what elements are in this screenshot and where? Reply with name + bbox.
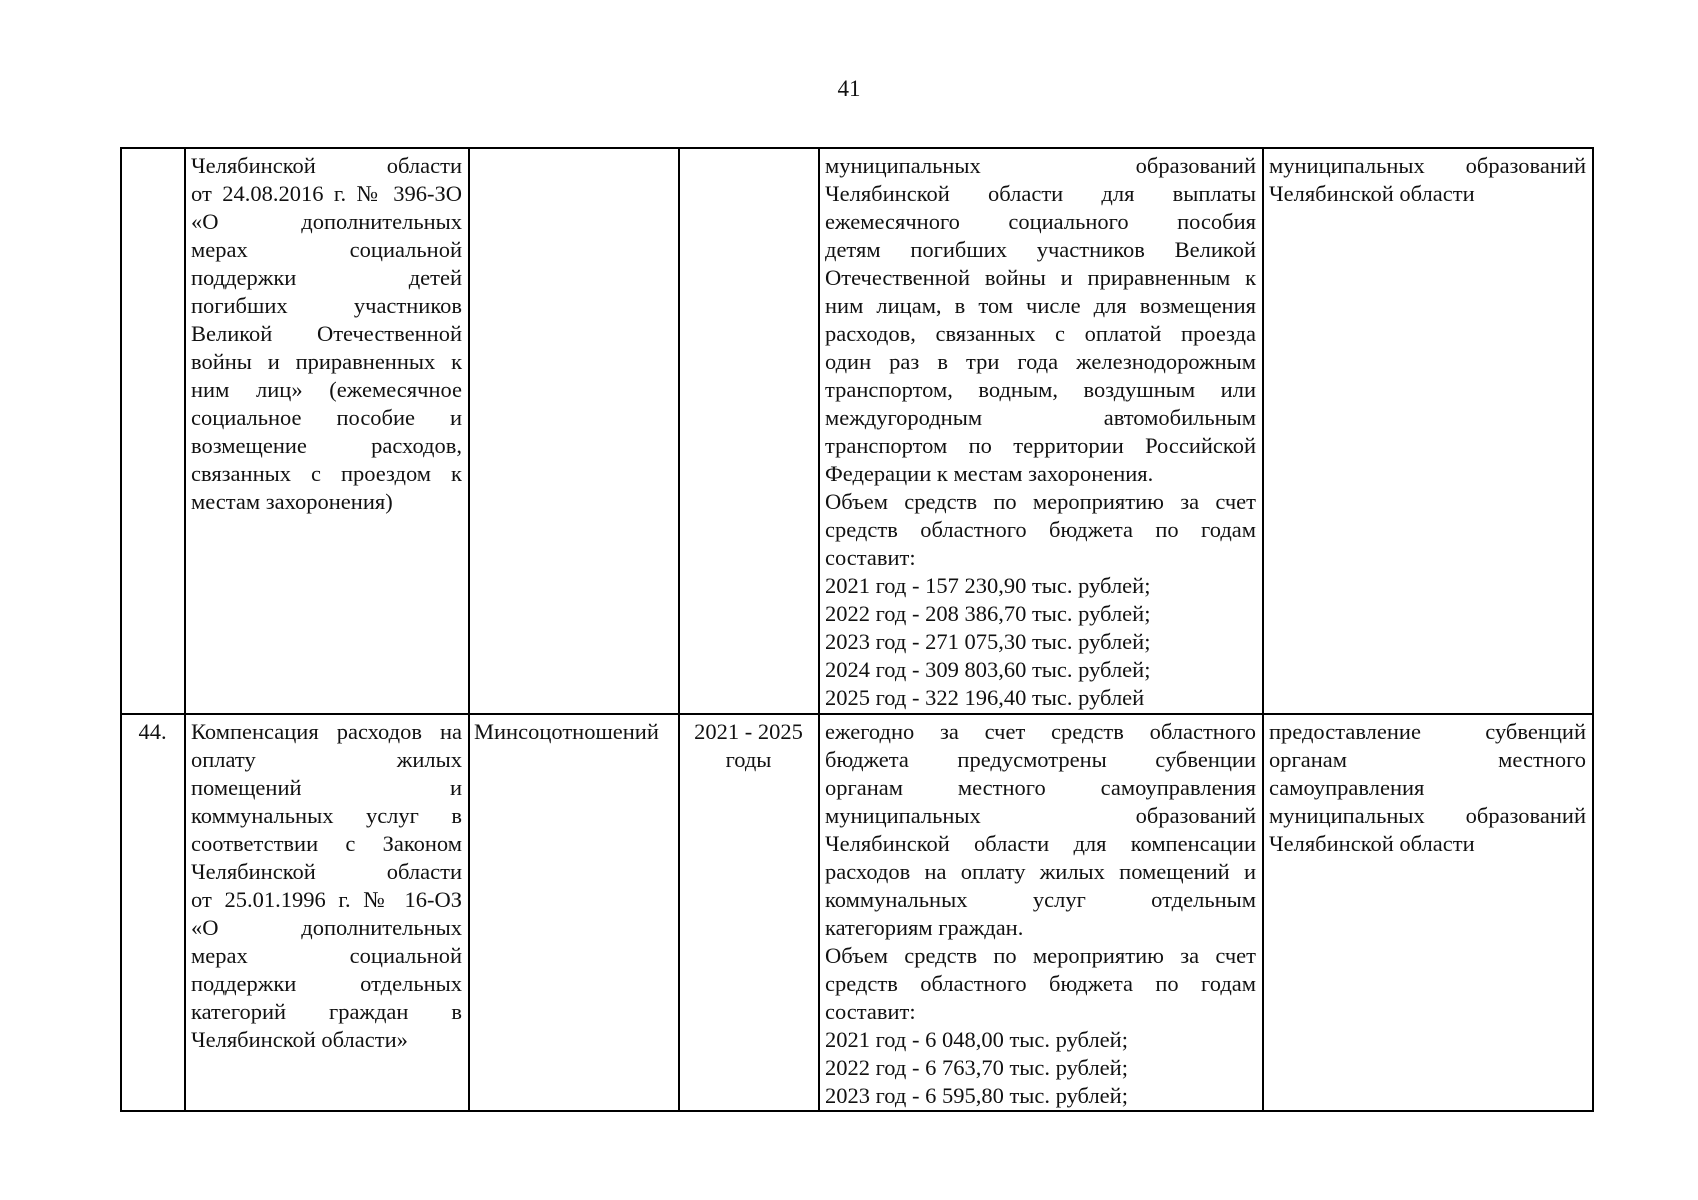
cell-text-line: самоуправления xyxy=(1269,775,1425,800)
cell-text-line: 2024 год - 309 803,60 тыс. рублей; xyxy=(825,657,1151,682)
cell-text-line: муниципальных образований xyxy=(825,153,1256,178)
cell-text-line: 2023 год - 6 595,80 тыс. рублей; xyxy=(825,1083,1128,1108)
cell-text-line: мерах социальной xyxy=(191,237,462,262)
cell-text-line: бюджета предусмотрены субвенции xyxy=(825,747,1256,772)
cell-text-line: Челябинской области xyxy=(191,153,462,178)
cell-text-line: Объем средств по мероприятию за счет xyxy=(825,943,1256,968)
cell-text-line: социальное пособие и xyxy=(191,405,462,430)
cell-text-line: помещений и xyxy=(191,775,462,800)
cell-text-line: от 25.01.1996 г. № 16-ОЗ xyxy=(191,887,462,912)
cell-text-line: от 24.08.2016 г. № 396-ЗО xyxy=(191,181,462,206)
cell-text-line: поддержки детей xyxy=(191,265,462,290)
cell-text-line: 2022 год - 6 763,70 тыс. рублей; xyxy=(825,1055,1128,1080)
cell-text-line: Челябинской области xyxy=(1269,831,1475,856)
cell-text-line: Челябинской области для выплаты xyxy=(825,181,1256,206)
cell-text-line: средств областного бюджета по годам xyxy=(825,517,1256,542)
cell-text-line: составит: xyxy=(825,545,916,570)
cell-text-line: возмещение расходов, xyxy=(191,433,462,458)
cell-text-line: связанных с проездом к xyxy=(191,461,462,486)
cell-text-line: расходов на оплату жилых помещений и xyxy=(825,859,1256,884)
cell-text-line: предоставление субвенций xyxy=(1269,719,1586,744)
cell-text-line: муниципальных образований xyxy=(825,803,1256,828)
cell-text-line: Челябинской области для компенсации xyxy=(825,831,1256,856)
cell-text-line: органам местного самоуправления xyxy=(825,775,1256,800)
cell-text-line: ним лиц» (ежемесячное xyxy=(191,377,462,402)
page-number: 41 xyxy=(837,76,861,101)
cell-text-line: 2021 - 2025 xyxy=(694,719,803,744)
cell-text-line: местам захоронения) xyxy=(191,489,393,514)
cell-text-line: 2021 год - 157 230,90 тыс. рублей; xyxy=(825,573,1151,598)
cell-text-line: оплату жилых xyxy=(191,747,462,772)
executor-cell: Минсоцотношений xyxy=(469,714,679,1111)
cell-text-line: соответствии с Законом xyxy=(191,831,462,856)
cell-text-line: поддержки отдельных xyxy=(191,971,462,996)
cell-text-line: годы xyxy=(725,747,772,772)
cell-text-line: органам местного xyxy=(1269,747,1586,772)
cell-text-line: ежемесячного социального пособия xyxy=(825,209,1256,234)
description-cell xyxy=(819,148,1263,714)
table-row xyxy=(121,714,1593,1111)
cell-text-line: Челябинской области» xyxy=(191,1027,408,1052)
result-cell xyxy=(1263,714,1593,1111)
term-cell xyxy=(679,714,819,1111)
cell-text-line: транспортом по территории Российской xyxy=(825,433,1256,458)
cell-text-line: Объем средств по мероприятию за счет xyxy=(825,489,1256,514)
cell-text-line: муниципальных образований xyxy=(1269,153,1586,178)
cell-text-line: муниципальных образований xyxy=(1269,803,1586,828)
cell-text-line: категориям граждан. xyxy=(825,915,1024,940)
measures-table xyxy=(120,147,1594,1112)
cell-text-line: погибших участников xyxy=(191,293,462,318)
cell-text-line: средств областного бюджета по годам xyxy=(825,971,1256,996)
cell-text-line: войны и приравненных к xyxy=(191,349,462,374)
cell-text-line: 2025 год - 322 196,40 тыс. рублей xyxy=(825,685,1145,710)
cell-text-line: ним лицам, в том числе для возмещения xyxy=(825,293,1256,318)
cell-text-line: категорий граждан в xyxy=(191,999,462,1024)
measure-name-cell xyxy=(185,148,469,714)
cell-text-line: детям погибших участников Великой xyxy=(825,237,1256,262)
cell-text-line: 2021 год - 6 048,00 тыс. рублей; xyxy=(825,1027,1128,1052)
cell-text-line: Великой Отечественной xyxy=(191,321,462,346)
table-row xyxy=(121,148,1593,714)
cell-text-line: 2023 год - 271 075,30 тыс. рублей; xyxy=(825,629,1151,654)
cell-text-line: междугородным автомобильным xyxy=(825,405,1256,430)
cell-text-line: «О дополнительных xyxy=(191,915,462,940)
cell-text-line: «О дополнительных xyxy=(191,209,462,234)
cell-text-line: ежегодно за счет средств областного xyxy=(825,719,1256,744)
row-number-cell: 44. xyxy=(121,714,185,1111)
cell-text-line: Челябинской области xyxy=(191,859,462,884)
cell-text-line: Отечественной войны и приравненным к xyxy=(825,265,1256,290)
cell-text-line: коммунальных услуг в xyxy=(191,803,462,828)
cell-text-line: транспортом, водным, воздушным или xyxy=(825,377,1256,402)
row-number-cell xyxy=(121,148,185,714)
result-cell xyxy=(1263,148,1593,714)
cell-text-line: Компенсация расходов на xyxy=(191,719,462,744)
executor-cell xyxy=(469,148,679,714)
cell-text-line: один раз в три года железнодорожным xyxy=(825,349,1256,374)
cell-text-line: расходов, связанных с оплатой проезда xyxy=(825,321,1256,346)
description-cell xyxy=(819,714,1263,1111)
cell-text-line: мерах социальной xyxy=(191,943,462,968)
cell-text-line: коммунальных услуг отдельным xyxy=(825,887,1256,912)
cell-text-line: составит: xyxy=(825,999,916,1024)
cell-text-line: 2022 год - 208 386,70 тыс. рублей; xyxy=(825,601,1151,626)
term-cell xyxy=(679,148,819,714)
cell-text-line: Челябинской области xyxy=(1269,181,1475,206)
measure-name-cell xyxy=(185,714,469,1111)
cell-text-line: Федерации к местам захоронения. xyxy=(825,461,1154,486)
